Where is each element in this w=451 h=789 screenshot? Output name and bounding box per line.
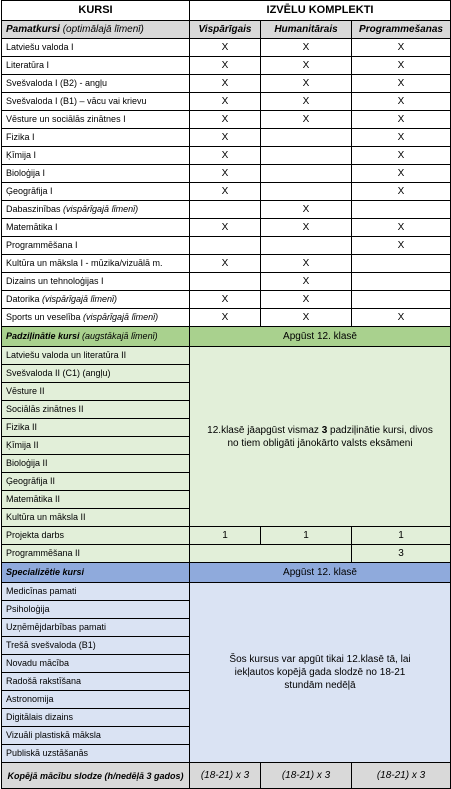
table-row: [2, 237, 451, 255]
mark-cell-p: [352, 201, 451, 219]
course-name: Vizuāli plastiskā māksla: [2, 727, 190, 745]
mark-cell-h: X: [261, 93, 352, 111]
course-name: [2, 111, 190, 129]
mark-cell-v: X: [190, 147, 261, 165]
course-selection-table: [1, 0, 451, 789]
mark-cell-h: X: [261, 111, 352, 129]
table-row: [2, 75, 451, 93]
table-row: [2, 291, 451, 309]
padzilinatie-band: Apgūst 12. klasē: [190, 327, 451, 347]
mark-cell-p: X: [352, 57, 451, 75]
pamatkursi-bold: Pamatkursi: [6, 24, 60, 35]
course-level-note: (vispārīgajā līmenī): [60, 204, 139, 214]
course-name-text: Literatūra I: [6, 60, 50, 70]
course-name: [2, 129, 190, 147]
mark-cell-h: [261, 165, 352, 183]
mark-cell-v: [190, 201, 261, 219]
padzilinatie-note-b: padziļinātie kursi, divos no tiem obligāti jānokārto valsts eksāmeni: [227, 424, 433, 449]
mark-cell-p: X: [352, 219, 451, 237]
table-row: [2, 129, 451, 147]
course-name: [2, 309, 190, 327]
mark-cell-h: [261, 147, 352, 165]
table-row: [2, 273, 451, 291]
hours-cell-h: 1: [261, 527, 352, 545]
mark-cell-p: X: [352, 237, 451, 255]
course-name: Programmēšana II: [2, 545, 190, 563]
mark-cell-p: X: [352, 39, 451, 57]
padzilinatie-note: [190, 347, 451, 527]
course-name-text: Datorika: [6, 294, 40, 304]
course-name: [2, 255, 190, 273]
course-name: [2, 183, 190, 201]
mark-cell-h: [261, 237, 352, 255]
mark-cell-h: X: [261, 201, 352, 219]
course-level-note: (vispārīgajā līmenī): [39, 294, 118, 304]
subheader-row: [2, 21, 451, 39]
course-name: Sociālās zinātnes II: [2, 401, 190, 419]
mark-cell-v: X: [190, 111, 261, 129]
mark-cell-p: X: [352, 75, 451, 93]
course-name-text: Ķīmija I: [6, 150, 37, 160]
footer-row: [2, 763, 451, 789]
programmesana-ii-row: [2, 545, 451, 563]
mark-cell-h: X: [261, 291, 352, 309]
mark-cell-h: X: [261, 255, 352, 273]
mark-cell-p: [352, 273, 451, 291]
padzilinatie-note-num: 3: [321, 424, 328, 436]
mark-cell-v: X: [190, 57, 261, 75]
kursi-header: KURSI: [2, 1, 190, 21]
course-name: Projekta darbs: [2, 527, 190, 545]
course-name: Novadu mācība: [2, 655, 190, 673]
specializetie-title: Specializētie kursi: [2, 563, 190, 583]
course-name-text: Vēsture un sociālās zinātnes I: [6, 114, 126, 124]
mark-cell-p: [352, 291, 451, 309]
course-name: [2, 147, 190, 165]
hours-cell-p: 1: [352, 527, 451, 545]
mark-cell-v: X: [190, 93, 261, 111]
mark-cell-v: X: [190, 309, 261, 327]
mark-cell-h: [261, 183, 352, 201]
komplekti-header: IZVĒLU KOMPLEKTI: [190, 1, 451, 21]
course-level-note: (vispārīgajā līmenī): [80, 312, 159, 322]
specializetie-note: Šos kursus var apgūt tikai 12.klasē tā, lai iekļautos kopējā gada slodzē no 18-21 stundām nedēļā: [190, 583, 451, 763]
table-row: [2, 219, 451, 237]
course-name: Kultūra un māksla II: [2, 509, 190, 527]
projekts-row: [2, 527, 451, 545]
mark-cell-v: X: [190, 75, 261, 93]
table-row: [2, 201, 451, 219]
course-name: Uzņēmējdarbības pamati: [2, 619, 190, 637]
mark-cell-p: [352, 255, 451, 273]
course-name: Psiholoģija: [2, 601, 190, 619]
course-name: Digitālais dizains: [2, 709, 190, 727]
total-load-p: (18-21) x 3: [352, 763, 451, 789]
mark-cell-v: X: [190, 219, 261, 237]
mark-cell-h: X: [261, 39, 352, 57]
table-row: [2, 39, 451, 57]
mark-cell-v: X: [190, 255, 261, 273]
padzilinatie-bold: Padziļinātie kursi: [6, 331, 80, 341]
table-row: [2, 309, 451, 327]
table-row: [2, 165, 451, 183]
mark-cell-v: X: [190, 291, 261, 309]
course-name: [2, 165, 190, 183]
col-programmesanas: Programmešanas: [352, 21, 451, 39]
table-row: [2, 147, 451, 165]
mark-cell-p: X: [352, 129, 451, 147]
course-name-text: Dabaszinības: [6, 204, 61, 214]
course-name: [2, 39, 190, 57]
course-name: [2, 93, 190, 111]
mark-cell-v: X: [190, 165, 261, 183]
course-name: Medicīnas pamati: [2, 583, 190, 601]
table-row: [2, 57, 451, 75]
course-name: Radošā rakstīšana: [2, 673, 190, 691]
table-row: [2, 347, 451, 365]
course-name-text: Kultūra un māksla I - mūzika/vizuālā m.: [6, 258, 163, 268]
padzilinatie-title: [2, 327, 190, 347]
mark-cell-p: X: [352, 111, 451, 129]
mark-cell-p: X: [352, 165, 451, 183]
course-name: Publiskā uzstāšanās: [2, 745, 190, 763]
padzilinatie-note-a: 12.klasē jāapgūst vismaz: [207, 424, 322, 436]
course-name-text: Ģeogrāfija I: [6, 186, 53, 196]
total-load-h: (18-21) x 3: [261, 763, 352, 789]
mark-cell-h: [261, 129, 352, 147]
hours-cell-p: 3: [352, 545, 451, 563]
mark-cell-p: X: [352, 147, 451, 165]
course-name: Ķīmija II: [2, 437, 190, 455]
course-name: Vēsture II: [2, 383, 190, 401]
mark-cell-h: X: [261, 273, 352, 291]
mark-cell-v: [190, 237, 261, 255]
mark-cell-h: X: [261, 75, 352, 93]
course-name: [2, 57, 190, 75]
course-name: [2, 219, 190, 237]
course-name-text: Svešvaloda I (B1) – vācu vai krievu: [6, 96, 147, 106]
table-row: [2, 111, 451, 129]
course-name-text: Dizains un tehnoloģijas I: [6, 276, 104, 286]
course-name: Latviešu valoda un literatūra II: [2, 347, 190, 365]
course-name: [2, 75, 190, 93]
mark-cell-p: X: [352, 93, 451, 111]
table-row: [2, 583, 451, 601]
empty-cell: [190, 545, 352, 563]
course-name: Svešvaloda II (C1) (angļu): [2, 365, 190, 383]
course-name: Astronomija: [2, 691, 190, 709]
specializetie-header-row: [2, 563, 451, 583]
course-name: [2, 291, 190, 309]
hours-cell-v: 1: [190, 527, 261, 545]
course-name: Bioloģija II: [2, 455, 190, 473]
header-row: [2, 1, 451, 21]
mark-cell-h: X: [261, 309, 352, 327]
padzilinatie-rest: (augstākajā līmenī): [79, 331, 158, 341]
course-name-text: Bioloģija I: [6, 168, 46, 178]
mark-cell-v: X: [190, 183, 261, 201]
course-name: Fizika II: [2, 419, 190, 437]
course-name-text: Svešvaloda I (B2) - angļu: [6, 78, 108, 88]
table-row: [2, 255, 451, 273]
course-name: [2, 201, 190, 219]
mark-cell-h: X: [261, 57, 352, 75]
padzilinatie-header-row: [2, 327, 451, 347]
course-name: [2, 237, 190, 255]
course-name-text: Programmēšana I: [6, 240, 78, 250]
course-name-text: Fizika I: [6, 132, 35, 142]
total-load-v: (18-21) x 3: [190, 763, 261, 789]
table-row: [2, 93, 451, 111]
course-name: [2, 273, 190, 291]
course-name: Ģeogrāfija II: [2, 473, 190, 491]
course-name-text: Latviešu valoda I: [6, 42, 74, 52]
course-name-text: Matemātika I: [6, 222, 58, 232]
table-row: [2, 183, 451, 201]
total-load-title: Kopējā mācību slodze (h/nedēļā 3 gados): [2, 763, 190, 789]
mark-cell-p: X: [352, 309, 451, 327]
course-name-text: Sports un veselība: [6, 312, 81, 322]
col-visparigais: Vispārīgais: [190, 21, 261, 39]
course-name: Trešā svešvaloda (B1): [2, 637, 190, 655]
mark-cell-v: X: [190, 39, 261, 57]
pamatkursi-title: [2, 21, 190, 39]
mark-cell-h: X: [261, 219, 352, 237]
mark-cell-v: [190, 273, 261, 291]
course-name: Matemātika II: [2, 491, 190, 509]
pamatkursi-rest: (optimālajā līmenī): [59, 24, 144, 35]
specializetie-band: Apgūst 12. klasē: [190, 563, 451, 583]
mark-cell-v: X: [190, 129, 261, 147]
col-humanitarais: Humanitārais: [261, 21, 352, 39]
mark-cell-p: X: [352, 183, 451, 201]
